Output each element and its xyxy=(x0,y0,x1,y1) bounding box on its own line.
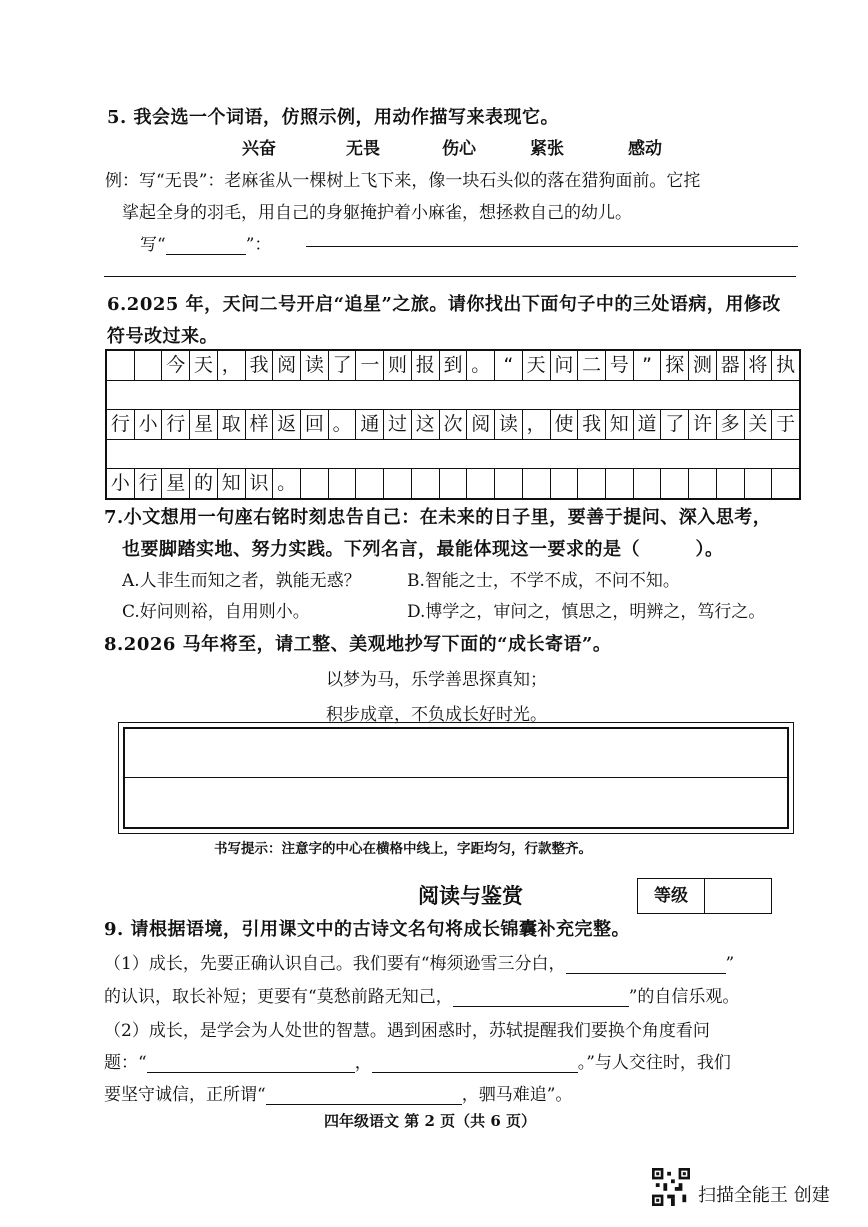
grid-cell: 了 xyxy=(661,410,689,439)
grid-cell: 我 xyxy=(578,410,606,439)
grid-cell: 行 xyxy=(135,469,163,498)
grid-cell: 道 xyxy=(634,410,662,439)
poem-blank[interactable] xyxy=(566,955,726,974)
grid-cell xyxy=(495,469,523,498)
grid-cell: 的 xyxy=(190,469,218,498)
grid-cell: 问 xyxy=(551,351,579,380)
handwriting-box[interactable] xyxy=(118,722,794,834)
grid-cell: 返 xyxy=(273,410,301,439)
grid-cell: 二 xyxy=(578,351,606,380)
grid-cell: 今 xyxy=(162,351,190,380)
grid-cell xyxy=(440,469,468,498)
q9-p2-line1: （2）成长，是学会为人处世的智慧。遇到困惑时，苏轼提醒我们要换个角度看问 xyxy=(104,1021,710,1041)
grid-cell: 识 xyxy=(246,469,274,498)
grid-cell xyxy=(661,469,689,498)
grid-cell xyxy=(467,469,495,498)
q9-text: 要坚守诚信，正所谓“ xyxy=(104,1085,266,1105)
grid-cell: 号 xyxy=(606,351,634,380)
grid-cell: 。 xyxy=(467,351,495,380)
grid-cell xyxy=(301,469,329,498)
grid-cell xyxy=(551,469,579,498)
grid-cell: 阅 xyxy=(467,410,495,439)
q9-text: ，驷马难追”。 xyxy=(461,1085,573,1105)
grid-cell: 天 xyxy=(523,351,551,380)
q9-title: 9. 请根据语境，引用课文中的古诗文名句将成长锦囊补充完整。 xyxy=(104,919,631,940)
grid-cell: 一 xyxy=(356,351,384,380)
poem-blank[interactable] xyxy=(266,1086,462,1105)
q8-hint: 书写提示：注意字的中心在横格中线上，字距均匀，行款整齐。 xyxy=(214,841,592,857)
grid-cell: ， xyxy=(218,351,246,380)
grid-row xyxy=(107,469,799,498)
q8-motto-line2: 积步成章，不负成长好时光。 xyxy=(326,705,547,725)
grid-cell: 知 xyxy=(218,469,246,498)
grid-cell: 探 xyxy=(661,351,689,380)
grid-cell: 回 xyxy=(301,410,329,439)
q5-example-line1: 例：写“无畏”：老麻雀从一棵树上飞下来，像一块石头似的落在猎狗面前。它挓 xyxy=(105,171,701,191)
grid-cell: 行 xyxy=(107,410,135,439)
grid-gap-row[interactable] xyxy=(107,380,799,410)
grid-cell xyxy=(412,469,440,498)
grid-cell: 将 xyxy=(745,351,773,380)
grid-cell: 样 xyxy=(246,410,274,439)
handwriting-midline xyxy=(125,777,787,778)
q7-option-d: D.博学之，审问之，慎思之，明辨之，笃行之。 xyxy=(407,602,766,622)
grid-gap-row[interactable] xyxy=(107,439,799,469)
q8-motto-line1: 以梦为马，乐学善思探真知； xyxy=(326,670,547,690)
q5-word-list xyxy=(242,134,662,159)
q9-text: ”的自信乐观。 xyxy=(628,987,740,1007)
q7-title-line2: 也要脚踏实地、努力实践。下列名言，最能体现这一要求的是（ ）。 xyxy=(122,539,724,560)
grid-cell xyxy=(717,469,745,498)
grid-cell: 于 xyxy=(776,413,796,435)
grid-cell: 许 xyxy=(689,410,717,439)
grid-cell: 则 xyxy=(384,351,412,380)
grid-cell: 星 xyxy=(190,410,218,439)
poem-blank[interactable] xyxy=(453,988,629,1007)
q9-text: ” xyxy=(725,954,735,974)
grid-cell xyxy=(772,469,799,498)
grid-cell: ” xyxy=(634,351,662,380)
grid-cell: 我 xyxy=(246,351,274,380)
q9-text: 题：“ xyxy=(104,1053,147,1073)
grid-cell xyxy=(689,469,717,498)
scanner-watermark: 扫描全能王 创建 xyxy=(698,1185,830,1206)
q9-text: 的认识，取长补短；更要有“莫愁前路无知己， xyxy=(104,987,453,1007)
word-option: 感动 xyxy=(628,139,662,159)
grid-cell: 测 xyxy=(689,351,717,380)
grid-cell: 读 xyxy=(495,410,523,439)
grid-cell: 使 xyxy=(551,410,579,439)
grid-cell: 行 xyxy=(162,410,190,439)
write-prefix: 写“ xyxy=(140,235,166,255)
grid-cell: 关 xyxy=(745,410,773,439)
grid-cell: 过 xyxy=(384,410,412,439)
grid-cell: 这 xyxy=(412,410,440,439)
grid-cell: 。 xyxy=(273,469,301,498)
grid-cell: “ xyxy=(495,351,523,380)
q9-p2-line2 xyxy=(104,1048,731,1073)
q5-title: 5. 我会选一个词语，仿照示例，用动作描写来表现它。 xyxy=(107,107,560,128)
q6-title-line1: 6.2025 年，天问二号开启“追星”之旅。请你找出下面句子中的三处语病，用修改 xyxy=(107,294,781,315)
grid-cell: 取 xyxy=(218,410,246,439)
grid-cell: 执 xyxy=(776,354,796,376)
grid-cell: 到 xyxy=(440,351,468,380)
qr-code-icon xyxy=(652,1168,690,1206)
word-option: 伤心 xyxy=(442,139,476,159)
grid-cell: 通 xyxy=(356,410,384,439)
grid-cell xyxy=(606,469,634,498)
q7-option-c: C.好问则裕，自用则小。 xyxy=(122,602,310,622)
grid-row xyxy=(107,351,799,380)
word-option: 无畏 xyxy=(346,139,380,159)
grid-cell: 多 xyxy=(717,410,745,439)
correction-grid xyxy=(105,349,801,500)
grid-cell: 报 xyxy=(412,351,440,380)
write-suffix: ”： xyxy=(245,235,272,255)
q9-text: 。”与人交往时，我们 xyxy=(577,1053,731,1073)
poem-blank[interactable] xyxy=(372,1054,578,1073)
grid-cell: 器 xyxy=(717,351,745,380)
q7-option-a: A.人非生而知之者，孰能无惑？ xyxy=(122,571,361,591)
q5-example-line2: 挲起全身的羽毛，用自己的身躯掩护着小麻雀，想拯救自己的幼儿。 xyxy=(122,203,632,223)
answer-line[interactable] xyxy=(306,246,798,247)
q7-option-b: B.智能之士，不学不成，不问不知。 xyxy=(407,571,680,591)
grid-cell: 。 xyxy=(329,410,357,439)
grid-cell xyxy=(107,351,135,380)
grid-cell: 星 xyxy=(162,469,190,498)
grid-cell: 读 xyxy=(301,351,329,380)
q6-title-line2: 符号改过来。 xyxy=(107,326,218,347)
grid-cell: 阅 xyxy=(273,351,301,380)
grid-cell: 了 xyxy=(329,351,357,380)
grid-cell: 小 xyxy=(135,410,163,439)
poem-blank[interactable] xyxy=(147,1054,355,1073)
grid-cell xyxy=(384,469,412,498)
handwriting-inner-frame xyxy=(123,727,789,829)
page-footer: 四年级语文 第 2 页（共 6 页） xyxy=(324,1112,536,1130)
word-blank[interactable] xyxy=(166,236,246,255)
q8-title: 8.2026 马年将至，请工整、美观地抄写下面的“成长寄语”。 xyxy=(104,634,612,655)
q9-p2-line3 xyxy=(104,1080,572,1105)
word-option: 兴奋 xyxy=(242,139,276,159)
grid-cell: 小 xyxy=(107,469,135,498)
grid-cell xyxy=(329,469,357,498)
grid-cell: 次 xyxy=(440,410,468,439)
q9-text: （1）成长，先要正确认识自己。我们要有“梅须逊雪三分白， xyxy=(104,954,566,974)
q9-text: ， xyxy=(354,1053,372,1073)
grid-cell: 天 xyxy=(190,351,218,380)
grid-cell xyxy=(356,469,384,498)
word-option: 紧张 xyxy=(530,139,564,159)
grid-row xyxy=(107,410,799,439)
grid-cell: ， xyxy=(523,410,551,439)
grid-cell: 知 xyxy=(606,410,634,439)
section-title: 阅读与鉴赏 xyxy=(418,883,523,908)
grade-label: 等级 xyxy=(638,879,705,913)
grade-box xyxy=(637,878,772,914)
grid-cell xyxy=(523,469,551,498)
grid-cell xyxy=(634,469,662,498)
grid-cell xyxy=(578,469,606,498)
grid-cell xyxy=(135,351,163,380)
q9-p1-line1 xyxy=(104,949,734,974)
q9-p1-line2 xyxy=(104,982,739,1007)
q7-title-line1: 7.小文想用一句座右铭时刻忠告自己：在未来的日子里，要善于提问、深入思考， xyxy=(104,507,772,528)
q5-write-line xyxy=(140,230,271,255)
grade-field[interactable] xyxy=(705,879,771,913)
answer-line[interactable] xyxy=(104,276,796,277)
grid-cell xyxy=(745,469,773,498)
